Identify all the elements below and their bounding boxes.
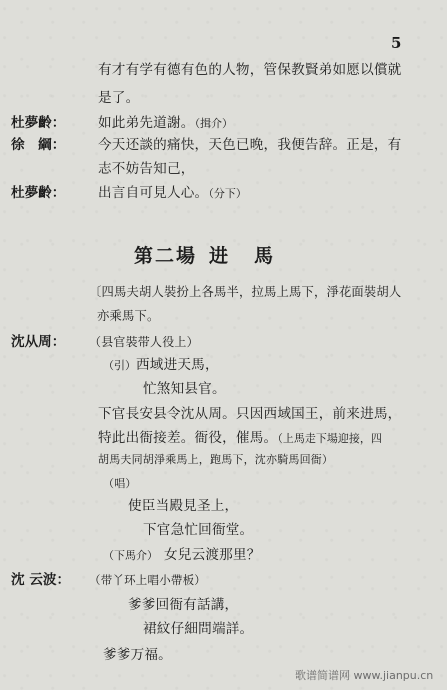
stage-direction: （下馬介） (103, 549, 158, 562)
verse-line: 下官急忙回衙堂。 (143, 522, 254, 538)
verse-line: 忙煞知县官。 (143, 381, 226, 397)
speaker-label: 徐 綱： (11, 137, 66, 153)
dialogue-line: 爹爹万福。 (103, 647, 172, 663)
verse-line: 裙紋仔細問端詳。 (143, 621, 254, 637)
dialogue-text: 如此弟先道謝。 (98, 115, 195, 131)
verse-line: 使臣当殿見圣上， (128, 498, 239, 514)
dialogue-text: 出言自可見人心。 (98, 185, 209, 201)
dialogue-text: 特此出衙接差。衙役，催馬。 (98, 430, 278, 446)
stage-direction: （县官裝带人役上） (89, 335, 199, 349)
scene-title (134, 241, 275, 268)
speaker-label: 杜夢齡： (11, 115, 66, 131)
stage-direction: （分下） (208, 187, 247, 200)
text-line: 有才有学有德有色的人物，管保教賢弟如愿以償就 (98, 62, 402, 78)
scene-title-word: 进 (209, 245, 231, 267)
stage-direction: 亦乘馬下。 (97, 309, 160, 323)
page-number: 5 (391, 34, 402, 52)
dialogue-line: 今天还談的痛快，天色已晚，我便告辞。正是，有 (98, 137, 402, 153)
scene-title-word: 馬 (254, 245, 276, 267)
dialogue-line (98, 429, 382, 448)
stage-direction: 胡馬夫同胡淨乘馬上，跑馬下，沈亦騎馬回衙） (98, 453, 334, 466)
stage-direction: （唱） (103, 477, 137, 490)
verse-line (103, 356, 219, 375)
dialogue-text: 女兒云渡那里？ (164, 547, 261, 563)
dialogue-line (98, 114, 233, 133)
stage-direction: （上馬走下場迎接，四 (277, 432, 382, 445)
site-watermark: 歌谱简谱网 www.jianpu.cn (295, 669, 434, 682)
stage-direction: （引） (103, 359, 136, 372)
speaker-label: 杜夢齡： (11, 185, 66, 201)
verse-text: 西域进天馬， (136, 357, 219, 373)
dialogue-line (103, 546, 261, 565)
dialogue-line: 志不妨告知己， (98, 161, 195, 177)
verse-line: 爹爹回衙有話講， (128, 597, 239, 613)
speaker-label: 沈从周： (11, 334, 66, 350)
dialogue-line: 下官長安县令沈从周。只因西域国王，前来进馬， (98, 406, 402, 422)
text-line: 是了。 (98, 90, 140, 106)
stage-direction: （揖介） (194, 117, 234, 130)
stage-direction: 〔四馬夫胡人裝扮上各馬半，拉馬上馬下，淨花面裝胡人 (89, 285, 402, 299)
speaker-label: 沈 云波： (11, 572, 71, 588)
dialogue-line (98, 184, 247, 203)
scene-title-number: 第二場 (134, 245, 198, 267)
stage-direction: （带丫环上唱小帶板） (89, 573, 206, 587)
